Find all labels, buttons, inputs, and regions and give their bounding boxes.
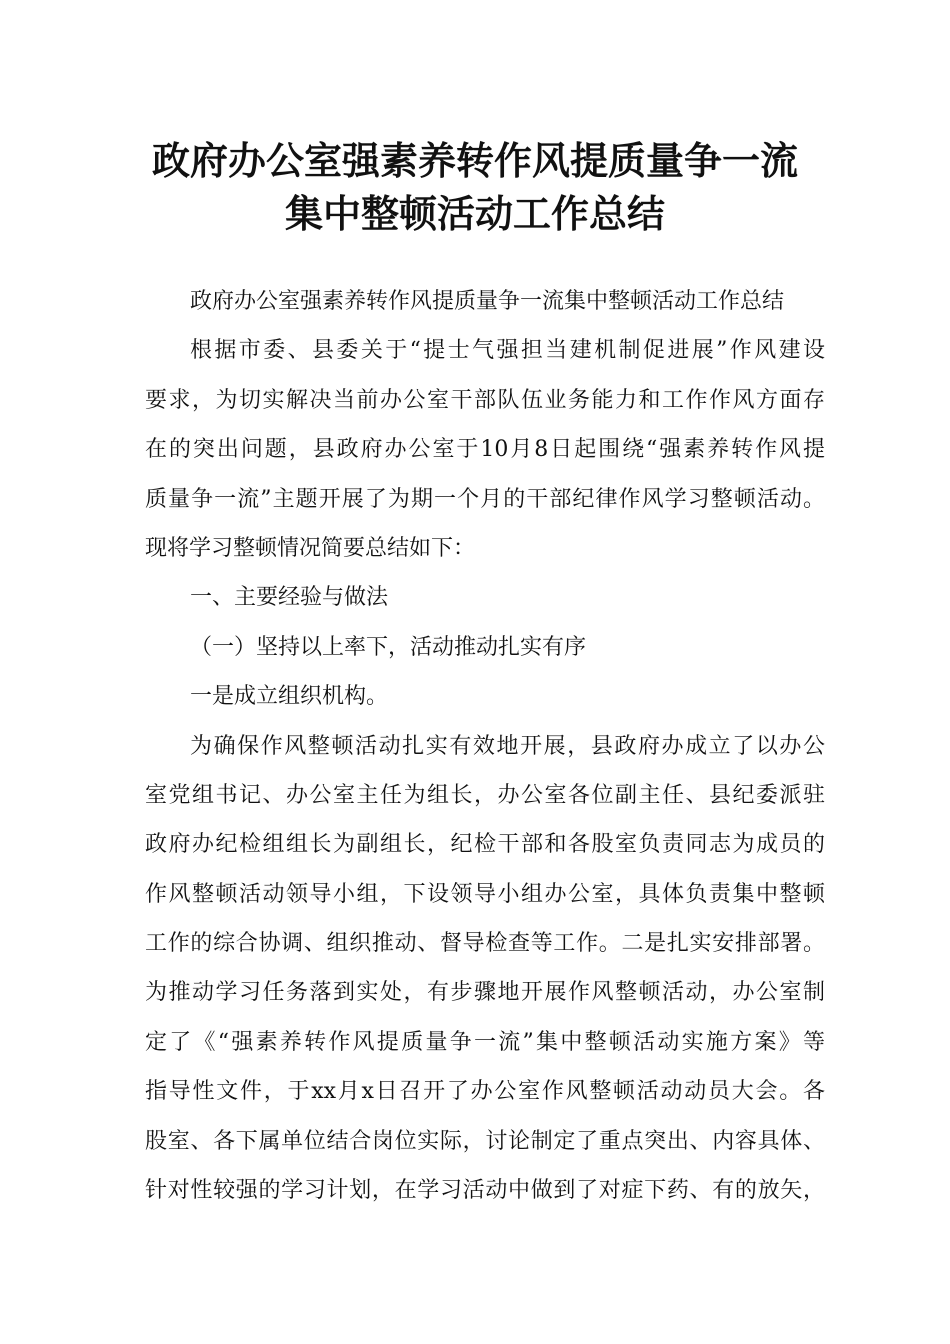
body-line: 为确保作风整顿活动扎实有效地开展，县政府办成立了以办公	[190, 733, 825, 759]
body-line: 指导性文件，于xx月x日召开了办公室作风整顿活动动员大会。各	[145, 1079, 825, 1105]
body-line: 政府办纪检组组长为副组长，纪检干部和各股室负责同志为成员的	[145, 832, 825, 858]
body-line: 现将学习整顿情况简要总结如下：	[145, 535, 476, 561]
body-line: 要求，为切实解决当前办公室干部队伍业务能力和工作作风方面存	[145, 387, 825, 413]
section-heading: 一、主要经验与做法	[190, 585, 389, 611]
body-line: 在的突出问题，县政府办公室于10月8日起围绕“强素养转作风提	[145, 437, 825, 463]
body-line: 作风整顿活动领导小组，下设领导小组办公室，具体负责集中整顿	[145, 881, 825, 907]
subsection-heading: （一）坚持以上率下，活动推动扎实有序	[190, 634, 587, 660]
body-line: 为推动学习任务落到实处，有步骤地开展作风整顿活动，办公室制	[145, 980, 825, 1006]
body-line: 定了《“强素养转作风提质量争一流”集中整顿活动实施方案》等	[145, 1029, 825, 1055]
body-line: 质量争一流”主题开展了为期一个月的干部纪律作风学习整顿活动。	[145, 486, 825, 512]
document-body	[145, 277, 825, 1215]
body-line: 股室、各下属单位结合岗位实际，讨论制定了重点突出、内容具体、	[145, 1128, 825, 1154]
body-line: 工作的综合协调、组织推动、督导检查等工作。二是扎实安排部署。	[145, 931, 825, 957]
document-title-line-2: 集中整顿活动工作总结	[284, 192, 665, 236]
body-line: 室党组书记、办公室主任为组长，办公室各位副主任、县纪委派驻	[145, 782, 825, 808]
body-line: 政府办公室强素养转作风提质量争一流集中整顿活动工作总结	[190, 289, 785, 314]
body-line: 一是成立组织机构。	[190, 684, 389, 710]
body-line: 针对性较强的学习计划，在学习活动中做到了对症下药、有的放矢，	[145, 1178, 825, 1204]
body-line: 根据市委、县委关于“提士气强担当建机制促进展”作风建设	[190, 338, 825, 364]
document-title-line-1: 政府办公室强素养转作风提质量争一流	[151, 139, 798, 183]
